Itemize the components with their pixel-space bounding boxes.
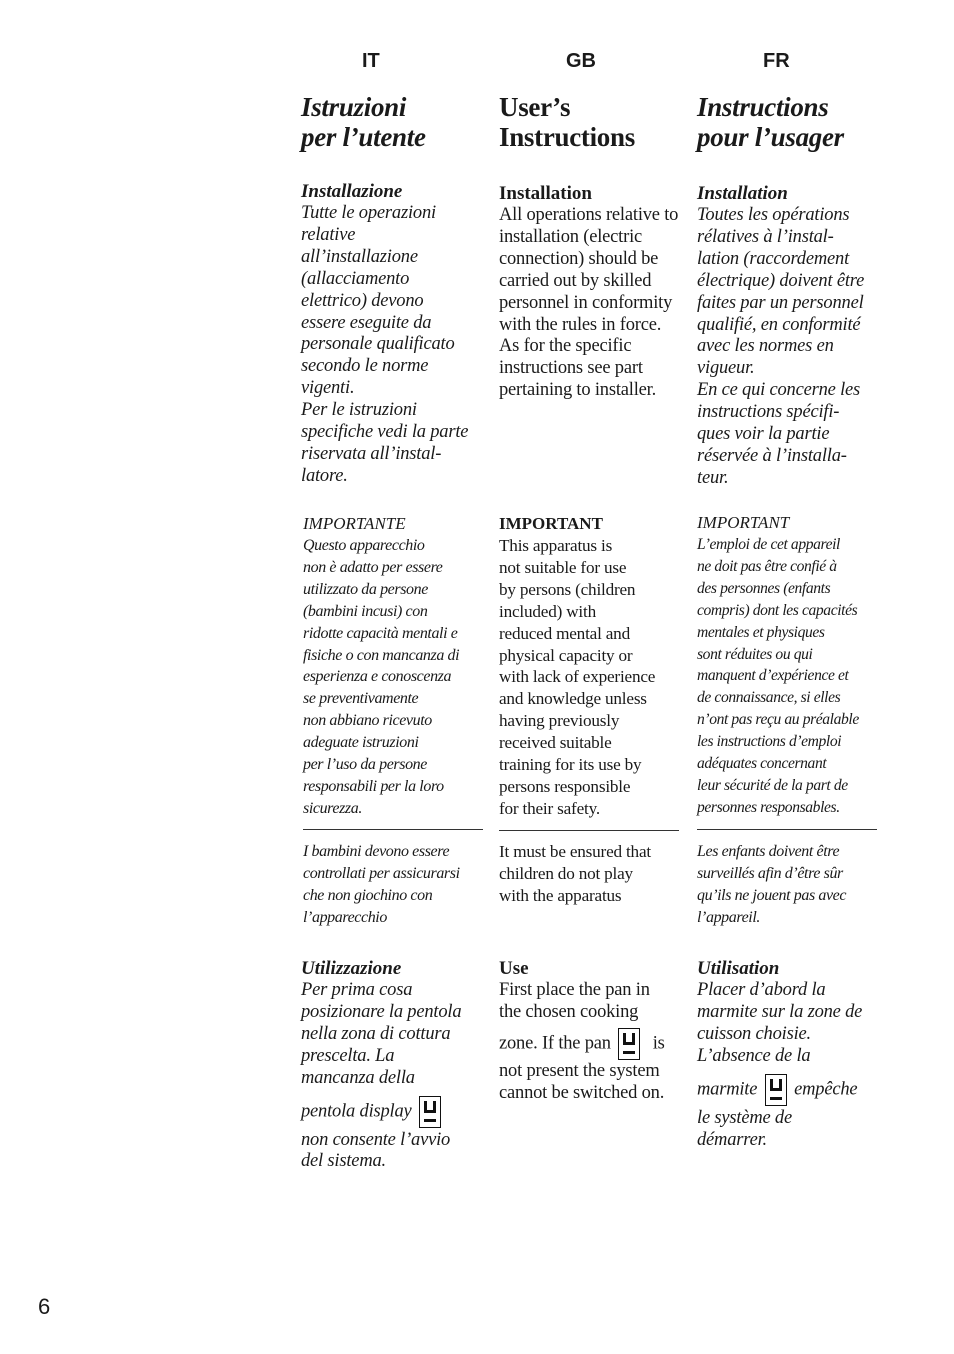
lang-label-gb: GB — [566, 50, 596, 72]
installation-body-fr — [697, 205, 897, 490]
text-line: installation (electric — [499, 226, 643, 247]
text-line: L’emploi de cet appareil — [697, 536, 840, 553]
installation-heading-fr: Installation — [697, 183, 788, 204]
installation-body-gb — [499, 205, 699, 402]
text-line: de connaissance, si elles — [697, 689, 841, 707]
text-line: ques voir la partie — [697, 424, 830, 445]
text-line: En ce qui concerne les — [697, 380, 861, 401]
pan-display-icon — [765, 1074, 787, 1106]
text-line: latore. — [301, 465, 348, 486]
important-heading-it: IMPORTANTE — [303, 514, 406, 533]
important-heading-fr: IMPORTANT — [697, 513, 790, 532]
text-line: l’appareil. — [697, 908, 760, 926]
text-line: leur sécurité de la part de — [697, 776, 848, 794]
text-line: Questo apparecchio — [303, 537, 425, 554]
lang-label-fr: FR — [763, 50, 790, 72]
text-line: teur. — [697, 467, 729, 488]
text-line: avec les normes en — [697, 336, 834, 357]
text-line: faites par un personnel — [697, 292, 864, 313]
title-it: Istruzioni per l’utente — [301, 92, 426, 152]
text-line: Tutte le operazioni — [301, 203, 436, 223]
text-line: posizionare la pentola — [301, 1001, 462, 1022]
text-line: Toutes les opérations — [697, 205, 850, 225]
text-line: per l’uso da persone — [303, 756, 427, 774]
text-line: personnes responsables. — [697, 798, 840, 816]
text-line: not present the system — [499, 1060, 660, 1081]
text-line: received suitable — [499, 733, 612, 753]
use-section-gb: Use First place the pan in the chosen cooking zone. If the pan is not present the system cannot be switched on. — [499, 958, 699, 1105]
text-line: persons responsible — [499, 776, 631, 796]
text-line: secondo le norme — [301, 356, 429, 377]
important-body-fr — [697, 534, 897, 819]
text-line: L’absence de la — [697, 1045, 811, 1066]
text-line: utilizzato da persone — [303, 580, 428, 598]
text-line: des personnes (enfants — [697, 579, 831, 597]
text-line: cannot be switched on. — [499, 1082, 665, 1103]
pan-display-icon — [618, 1028, 640, 1060]
lang-label-it: IT — [362, 50, 380, 72]
text-line: Per prima cosa — [301, 980, 413, 1000]
text-line: pertaining to installer. — [499, 380, 657, 401]
important-heading-gb: IMPORTANT — [499, 514, 603, 533]
text-line: n’ont pas reçu au préalable — [697, 711, 859, 729]
text-line: having previously — [499, 711, 620, 731]
text-line: personale qualificato — [301, 334, 455, 355]
column-french — [697, 92, 865, 1150]
text-line: réservée à l’installa- — [697, 445, 847, 466]
text-line: not suitable for use — [499, 557, 627, 577]
text-line: Les enfants doivent être — [697, 843, 840, 860]
divider-it — [303, 829, 483, 830]
text-line: It must be ensured that — [499, 842, 651, 861]
important-section-gb — [499, 513, 699, 820]
text-line: démarrer. — [697, 1129, 767, 1150]
text-line: All operations relative to — [499, 205, 679, 225]
text-line: marmite sur la zone de — [697, 1001, 863, 1022]
text-line: prescelta. La — [301, 1045, 395, 1066]
important-section-it — [303, 513, 503, 820]
children-note-gb — [499, 841, 699, 907]
children-note-fr — [697, 841, 897, 929]
text-line: non è adatto per essere — [303, 558, 443, 576]
text-line: reduced mental and — [499, 623, 630, 643]
text-line: nella zona di cottura — [301, 1023, 451, 1044]
text-line: As for the specific — [499, 336, 632, 357]
installation-section-gb — [499, 183, 699, 402]
text-line: rélatives à l’instal- — [697, 226, 834, 247]
text-line: with lack of experience — [499, 667, 656, 687]
text-line: adeguate istruzioni — [303, 734, 419, 752]
installation-heading-gb: Installation — [499, 183, 592, 204]
text-line: connection) should be — [499, 248, 659, 269]
text-line: children do not play — [499, 863, 633, 883]
title-fr: Instructions pour l’usager — [697, 92, 844, 152]
text-line: Placer d’abord la — [697, 980, 826, 1000]
text-line: controllati per assicurarsi — [303, 864, 460, 882]
text-line: This apparatus is — [499, 536, 613, 555]
text-line: personnel in conformity — [499, 292, 673, 313]
text-line: (allacciamento — [301, 268, 410, 289]
installation-section-it — [301, 181, 501, 488]
text-line: responsabili per la loro — [303, 777, 444, 795]
text-line: (bambini incusi) con — [303, 602, 428, 620]
text-line: First place the pan in — [499, 980, 650, 1000]
text-line: physical capacity or — [499, 645, 633, 665]
page-number: 6 — [38, 1294, 51, 1319]
text-line: compris) dont les capacités — [697, 601, 858, 619]
text-line: manquent d’expérience et — [697, 667, 849, 685]
text-line: instructions spécifi- — [697, 402, 840, 423]
title-gb: User’s Instructions — [499, 92, 635, 152]
children-note-it — [303, 841, 503, 929]
text-line: fisiche o con mancanza di — [303, 646, 460, 664]
installation-body-it — [301, 203, 501, 488]
text-line: se preventivamente — [303, 690, 419, 708]
text-line: with the apparatus — [499, 885, 622, 905]
text-line: adéquates concernant — [697, 755, 827, 773]
text-line: relative — [301, 224, 356, 245]
text-line: ne doit pas être confié à — [697, 557, 837, 575]
use-section-it: Utilizzazione Per prima cosa posizionare la pentola nella zona di cottura prescelta. La mancanza della pentola display non consente l’avvio del sistema. — [301, 958, 501, 1173]
text-line: le système de — [697, 1107, 792, 1128]
column-english — [499, 92, 679, 1103]
text-line: del sistema. — [301, 1151, 386, 1172]
text-line: lation (raccordement — [697, 248, 850, 269]
text-line: non abbiano ricevuto — [303, 712, 432, 730]
use-heading-it: Utilizzazione — [301, 958, 402, 979]
important-body-gb — [499, 535, 699, 820]
text-line: non consente l’avvio — [301, 1129, 451, 1150]
text-line: sont réduites ou qui — [697, 645, 813, 663]
important-section-fr — [697, 512, 897, 819]
text-line: cuisson choisie. — [697, 1023, 811, 1044]
text-line: and knowledge unless — [499, 689, 647, 709]
text-line: les instructions d’emploi — [697, 733, 842, 751]
text-line: mentales et physiques — [697, 623, 825, 641]
text-line: ridotte capacità mentali e — [303, 624, 458, 642]
use-section-fr: Utilisation Placer d’abord la marmite sur la zone de cuisson choisie. L’absence de la marmite empêche le système de démarrer. — [697, 958, 897, 1151]
text-line: essere eseguite da — [301, 312, 432, 333]
text-line: carried out by skilled — [499, 270, 652, 291]
text-line: the chosen cooking — [499, 1001, 639, 1022]
text-line: instructions see part — [499, 358, 643, 379]
installation-heading-it: Installazione — [301, 181, 403, 202]
text-line: che non giochino con — [303, 886, 433, 904]
text-line: specifiche vedi la parte — [301, 422, 469, 443]
text-line: training for its use by — [499, 755, 642, 775]
installation-section-fr — [697, 183, 897, 490]
text-line: with the rules in force. — [499, 314, 662, 335]
use-heading-fr: Utilisation — [697, 958, 780, 979]
important-body-it — [303, 535, 503, 820]
text-line: vigenti. — [301, 378, 355, 399]
text-line: vigueur. — [697, 358, 755, 379]
text-line: qualifié, en conformité — [697, 314, 861, 335]
text-line: mancanza della — [301, 1067, 415, 1088]
text-line: qu’ils ne jouent pas avec — [697, 886, 847, 904]
text-line: riservata all’instal- — [301, 443, 442, 464]
column-italian — [301, 92, 469, 1172]
text-line: included) with — [499, 601, 596, 621]
text-line: électrique) doivent être — [697, 270, 865, 291]
divider-gb — [499, 830, 679, 831]
text-line: I bambini devono essere — [303, 843, 450, 860]
text-line: by persons (children — [499, 579, 636, 599]
text-line: l’apparecchio — [303, 908, 387, 926]
use-heading-gb: Use — [499, 958, 529, 979]
text-line: Per le istruzioni — [301, 400, 417, 421]
text-line: all’installazione — [301, 246, 418, 267]
text-line: esperienza e conoscenza — [303, 668, 452, 686]
text-line: for their safety. — [499, 798, 600, 818]
text-line: elettrico) devono — [301, 290, 424, 311]
pan-display-icon — [419, 1096, 441, 1128]
divider-fr — [697, 829, 877, 830]
text-line: surveillés afin d’être sûr — [697, 864, 843, 882]
text-line: sicurezza. — [303, 799, 362, 817]
